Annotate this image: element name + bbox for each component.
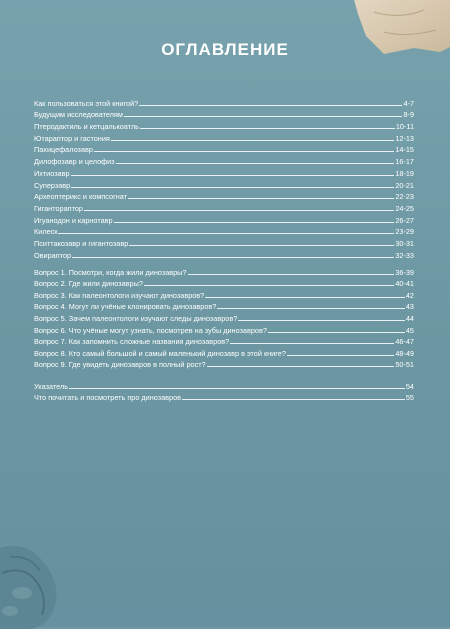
toc-entry-pages: 23-29 [395, 227, 414, 237]
toc-entry-label: Вопрос 1. Посмотри, когда жили динозавры? [34, 267, 187, 277]
toc-entry [34, 335, 414, 347]
dot-leader [182, 398, 405, 400]
toc-entry-label: Вопрос 2. Где жили динозавры? [34, 279, 143, 289]
dot-leader [94, 150, 394, 152]
toc-entry-pages: 12-13 [395, 133, 414, 143]
toc-entry-pages: 30-31 [395, 238, 414, 248]
dot-leader [58, 232, 394, 234]
toc-entry-label: Будущим исследователям [34, 110, 123, 120]
toc-entry [34, 225, 414, 237]
toc-entry [34, 288, 414, 300]
dot-leader [268, 331, 405, 333]
toc-entry [34, 201, 414, 213]
toc-entry [34, 277, 414, 289]
dot-leader [238, 319, 405, 321]
toc-entry-label: Суперзавр [34, 180, 71, 190]
toc-entry [34, 236, 414, 248]
toc-entry-pages: 20-21 [395, 180, 414, 190]
toc-main-list [34, 96, 414, 260]
dot-leader [140, 127, 395, 129]
fossil-leaf-decoration [0, 519, 88, 629]
toc-entry-pages: 32-33 [395, 250, 414, 260]
dot-leader [84, 209, 394, 211]
toc-entry-label: Овираптор [34, 250, 72, 260]
toc-entry-label: Гиганторaптор [34, 203, 83, 213]
toc-entry [34, 131, 414, 143]
toc-entry [34, 154, 414, 166]
toc-entry-pages: 55 [405, 393, 414, 403]
toc-entry [34, 166, 414, 178]
toc-entry-pages: 14-15 [395, 145, 414, 155]
dot-leader [124, 115, 403, 117]
toc-entry [34, 119, 414, 131]
toc-entry-pages: 22-23 [395, 192, 414, 202]
dot-leader [188, 273, 395, 275]
toc-entry-label: Указатель [34, 381, 69, 391]
toc-entry [34, 108, 414, 120]
toc-entry-label: Что почитать и посмотреть про динозавров [34, 393, 182, 403]
dot-leader [129, 244, 394, 246]
toc-entry-pages: 50-51 [395, 360, 414, 370]
toc-entry-pages: 10-11 [395, 122, 414, 132]
toc-entry-label: Дилофозавр и целофиз [34, 157, 115, 167]
toc-entry-label: Игуанодон и карнотавр [34, 215, 113, 225]
dot-leader [71, 186, 394, 188]
toc-entry-pages: 16-17 [395, 157, 414, 167]
dot-leader [111, 139, 394, 141]
dot-leader [71, 174, 395, 176]
toc-entry-label: Вопрос 7. Как запомнить сложные названия динозавров? [34, 337, 230, 347]
dot-leader [72, 256, 394, 258]
toc-entry-pages: 24-25 [395, 203, 414, 213]
toc-entry [34, 346, 414, 358]
toc-entry-pages: 26-27 [395, 215, 414, 225]
dot-leader [144, 284, 394, 286]
toc-entry [34, 358, 414, 370]
dot-leader [205, 296, 405, 298]
toc-entry [34, 391, 414, 403]
page-title: ОГЛАВЛЕНИЕ [161, 40, 289, 59]
toc-entry-label: Пахицефалозавр [34, 145, 93, 155]
dot-leader [287, 354, 394, 356]
toc-entry [34, 379, 414, 391]
toc-entry-pages: 43 [405, 302, 414, 312]
toc-entry-label: Пситтакозавр и гигантозавр [34, 238, 129, 248]
toc-entry [34, 96, 414, 108]
dot-leader [128, 197, 394, 199]
toc-entry-pages: 8-9 [403, 110, 414, 120]
toc-entry-label: Килеск [34, 227, 58, 237]
toc-entry-pages: 46-47 [395, 337, 414, 347]
toc-entry-label: Как пользоваться этой книгой? [34, 98, 139, 108]
toc-entry-label: Вопрос 8. Кто самый большой и самый маленький динозавр в этой книге? [34, 348, 286, 358]
toc-questions-list [34, 265, 414, 369]
toc-entry [34, 311, 414, 323]
toc-entry-pages: 54 [405, 381, 414, 391]
toc-entry-label: Вопрос 9. Где увидеть динозавров в полный рост? [34, 360, 206, 370]
toc-entry-label: Вопрос 3. Как палеонтологи изучают динозавров? [34, 290, 205, 300]
toc-entry [34, 300, 414, 312]
dot-leader [69, 387, 405, 389]
toc-entry [34, 213, 414, 225]
dot-leader [139, 104, 402, 106]
toc-entry [34, 265, 414, 277]
toc-entry-pages: 48-49 [395, 348, 414, 358]
toc-entry-pages: 36-39 [395, 267, 414, 277]
toc-entry-label: Ютараптор и гастония [34, 133, 110, 143]
toc-entry-label: Ихтиозавр [34, 168, 70, 178]
dot-leader [116, 162, 395, 164]
toc-entry-label: Вопрос 6. Что учёные могут узнать, посмотрев на зубы динозавров? [34, 325, 267, 335]
toc-entry-label: Вопрос 4. Могут ли учёные клонировать динозавров? [34, 302, 217, 312]
toc-end-list [34, 379, 414, 402]
dot-leader [217, 307, 405, 309]
toc-entry-pages: 42 [405, 290, 414, 300]
toc-entry-label: Птеродактиль и кетцалькоатль [34, 122, 139, 132]
toc-entry [34, 323, 414, 335]
toc-entry [34, 143, 414, 155]
toc-entry-pages: 45 [405, 325, 414, 335]
toc-entry-pages: 4-7 [403, 98, 414, 108]
toc-entry-pages: 44 [405, 313, 414, 323]
toc-entry [34, 178, 414, 190]
dot-leader [230, 342, 394, 344]
toc-entry-pages: 40-41 [395, 279, 414, 289]
toc-entry-pages: 18-19 [395, 168, 414, 178]
toc-entry [34, 248, 414, 260]
toc-entry-label: Археоптерикс и компсогнат [34, 192, 128, 202]
dot-leader [114, 221, 395, 223]
toc-entry-label: Вопрос 5. Зачем палеонтологи изучают следы динозавров? [34, 313, 238, 323]
toc-entry [34, 190, 414, 202]
dot-leader [207, 365, 395, 367]
